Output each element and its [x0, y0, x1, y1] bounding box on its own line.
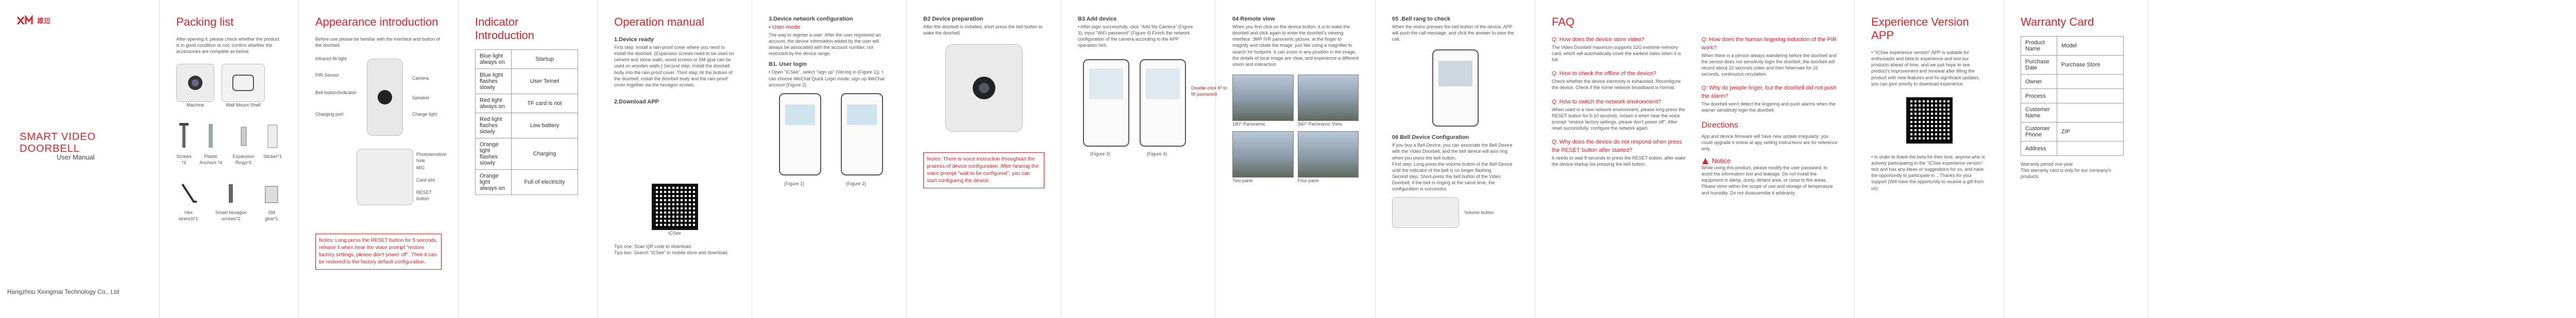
- indicator-meaning: Full of electricity: [512, 170, 578, 195]
- faq-question: Q: How does the device store video?: [1552, 37, 1645, 43]
- warranty-table: [2021, 36, 2124, 156]
- warranty-key: Product Name: [2021, 37, 2057, 56]
- indicator-title: Indicator Introduction: [475, 15, 534, 42]
- phone-figure-4: [1140, 59, 1186, 147]
- faq-panel: [1535, 0, 1855, 318]
- figure-1-caption: (Figure 1): [784, 181, 805, 186]
- faq-answer: When used in a new network environment, please long-press the RESET button for 5-10 seconds, loosen it when hear the voice prompt "restore factory settings, please don't power off". After reset successfully, configure the network again.: [1552, 107, 1685, 131]
- notice-text: While using this product, please modify the user password, to avoid the information lost and leakage. Do not install the equipment in damp, dusty, dirtiest area, or close to fire areas. Please store within the scope of use and storage of temperature and humidity. Do not disassemble it arbitrarily.: [1701, 165, 1833, 196]
- faq-item: [1702, 84, 1838, 113]
- item-label: Expansion Rings*4: [232, 153, 255, 165]
- faq-item: [1552, 70, 1688, 91]
- cover-title: SMART VIDEO DOORBELL: [20, 131, 96, 154]
- doorbell-image: [945, 44, 1023, 132]
- indicator-state: Red light always on: [476, 94, 512, 113]
- indicator-meaning: TF card is not: [512, 94, 578, 113]
- directions-text: App and device firmware will have new update irregularly; you could upgrade it online at app setting instructions are for reference only.: [1701, 133, 1838, 151]
- warranty-title: Warranty Card: [2021, 15, 2094, 28]
- experience-text-1: • "iCSee experience version" APP is suitable for enthusiasts and beta to experience and test our products ahead of time, and we just hope to see product's improvement and renewal after filling the product with new features and fix significant updates, you can give priority to download experience.: [1871, 50, 1980, 86]
- device-ready-text: First step: Install a rain-proof cover where you need to install the doorbell. (Expansion screws need to be used on cement and stone walls, wood screws or SM glue can be used on wooden walls.) Second step: Install the doorbell body into the rain-proof cover. Third step: At the bottom of the doorbell, install the doorbell body and the rain-proof cover together via the hexagon screws.: [614, 44, 734, 87]
- user-login-text: • Open "iCSee", select "sign up" (Ver.log in (Figure 1)), • can choose WeChat Quick Login mode, sign up WeChat account (Figure 2): [769, 69, 885, 87]
- brand-text: 雄迈: [37, 17, 51, 25]
- bell-text: When the visitor presses the bell button of the device, APP will push the call message, and click the answer to view the call.: [1392, 24, 1514, 42]
- indicator-meaning: Startup: [512, 50, 578, 69]
- faq-answer: Check whether the device electricity is exhausted. Reconfigure the device. Check if the home network broadband is normal.: [1552, 79, 1681, 91]
- warranty-key: Customer Name: [2021, 103, 2057, 122]
- company-name: Hangzhou Xiongmai Technology Co., Ltd: [7, 288, 120, 295]
- operation-panel: [598, 0, 752, 318]
- adddevice-text: • After login successfully, click "Add My Camera" (Figure 3), input "WiFi password" (Figure 4) Finish the network configuration of the camera according to the APP operation hint.: [1078, 24, 1193, 48]
- faq-question: Q: How to check the offline of the device?: [1552, 70, 1656, 77]
- item-label: SM glue*1: [265, 209, 278, 221]
- faq-item: [1552, 36, 1688, 63]
- faq-item: [1552, 98, 1688, 132]
- packing-panel: [160, 0, 299, 318]
- appearance-intro: Before use please be familiar with the interface and button of the doorbell.: [315, 37, 440, 48]
- camera-lens-icon: [375, 87, 395, 108]
- indicator-row: [476, 170, 578, 195]
- warranty-row: [2021, 56, 2124, 75]
- indicator-state: Blue light flashes slowly: [476, 69, 512, 94]
- phone-figure-3: [1083, 59, 1129, 147]
- experience-qr-code[interactable]: [1906, 97, 1953, 144]
- indicator-row: [476, 138, 578, 170]
- phone-figure-2: [841, 93, 883, 175]
- remote-text: When you first click on the device button, it is to wake the doorbell and click again to enter the doorbell's viewing interface. 3MP IVR panoramic picture, at the finger to magnify and rotate the image, just like using a magnifier to search for footprint. It can zoom in any position in the image, the details of local image are clear, and experience a different vision and interaction.: [1232, 24, 1359, 67]
- faq-answer: The Video Doorbell maximum supports 32G extreme memory card, which will automatically cover the earliest video when it is full.: [1552, 44, 1681, 63]
- faq-answer: The doorbell won't detect the lingering and push alarms when the warner sensitivity login the doorbell.: [1701, 101, 1836, 113]
- faq-column-1: [1552, 36, 1688, 196]
- tip-two: Tips two: Search "iCSee" in mobile store and download.: [614, 250, 729, 256]
- warranty-row: [2021, 37, 2124, 56]
- figure-2-caption: (Figure 2): [846, 181, 867, 186]
- bell-panel: [1376, 0, 1535, 318]
- brand-logo: [16, 15, 143, 25]
- warranty-key: Process: [2021, 89, 2057, 103]
- experience-panel: [1855, 0, 2004, 318]
- faq-title: FAQ: [1552, 15, 1575, 28]
- warranty-value[interactable]: ZIP: [2057, 122, 2124, 142]
- directions-title: Directions: [1701, 120, 1738, 130]
- ip-callout: Double-click IP to fill password: [1191, 85, 1227, 97]
- voice-note: Notes: There is voice instruction throughout the process of device configuration. After hearing the voice prompt "wait to be configured", you can start configuring the device.: [923, 152, 1044, 188]
- faq-answer: When there is a person always wandering before the doorbell and the sensor does not sensitivity login the doorbell, the doorbell will record about 10 seconds video and then hibernate for 10 seconds, continuous circulation.: [1701, 52, 1837, 77]
- label-camera: Camera: [412, 76, 429, 81]
- faq-question: Q: Why does the device do not respond when press the RESET button after started?: [1552, 139, 1682, 154]
- warranty-row: [2021, 122, 2124, 142]
- phone-figure-1: [779, 93, 821, 175]
- bell-button-icon: [969, 73, 999, 103]
- adddevice-title: B3 Add device: [1078, 16, 1117, 22]
- appearance-title: Appearance introduction: [315, 15, 438, 28]
- blank-area: [2148, 0, 2576, 318]
- faq-question: Q: How does the human lingering induction of the PIR work?: [1701, 37, 1837, 51]
- figure-4-caption: (Figure 4): [1147, 151, 1167, 156]
- faq-column-2: [1702, 36, 1838, 196]
- warranty-value[interactable]: Model: [2057, 37, 2124, 56]
- indicator-panel: [459, 0, 598, 318]
- cap-180: 180° Panoramic: [1232, 121, 1266, 127]
- label-reset: RESET button: [416, 190, 432, 202]
- label-charging-port: Charging port: [315, 112, 344, 117]
- label-infrared: Infrared fill light: [315, 56, 347, 62]
- indicator-state: Orange light flashes slowly: [476, 138, 512, 170]
- label-charge-light: Charge light: [412, 112, 437, 117]
- cap-two-pane: Two-pane: [1232, 178, 1253, 184]
- doorbell-bottom-image: [357, 149, 413, 205]
- indicator-meaning: User TeInet: [512, 69, 578, 94]
- sm-glue-icon: [261, 181, 282, 207]
- bell-config-title: 06 Bell Device Configuration: [1392, 134, 1469, 141]
- warranty-panel: [2004, 0, 2148, 318]
- label-speaker: Speaker: [412, 95, 430, 101]
- bell-config-text-3: Second step: Short-press the bell button of the Video Doorbell, if the bell is ringing at the same time, the configuration is successful.: [1392, 174, 1501, 192]
- warranty-value[interactable]: [2057, 142, 2124, 156]
- remote-title: 04 Remote view: [1232, 16, 1275, 22]
- warning-icon: [1702, 157, 1709, 165]
- indicator-row: [476, 94, 578, 113]
- experience-title: Experience Version APP: [1871, 15, 1969, 42]
- xm-logo-icon: [16, 16, 34, 25]
- bell-config-text-1: If you buy a Bell Device, you can associate the Bell Device with the Video Doorbell, and the bell device will also ring when you press the bell button.: [1392, 143, 1513, 161]
- warranty-key: Purchase Date: [2021, 56, 2057, 75]
- doorbell-front-image: [367, 59, 403, 136]
- expansion-ring-icon: [236, 122, 251, 151]
- volume-button-label: Volume button: [1464, 210, 1494, 216]
- item-label: Sticker*1: [263, 153, 282, 159]
- item-label: Hex wrench*1: [179, 209, 198, 221]
- indicator-state: Orange light always on: [476, 170, 512, 195]
- indicator-meaning: Charging: [512, 138, 578, 170]
- network-panel: [752, 0, 907, 318]
- screw-icon: [176, 122, 192, 151]
- warranty-footer-2: This warranty card is only for our company's products.: [2021, 168, 2111, 180]
- packing-intro: After opening it, please check whether the product is in good condition or not, confirm whether the accessories are complete as below.: [176, 37, 280, 55]
- phone-call-screen: [1432, 49, 1479, 127]
- figure-3-caption: (Figure 3): [1090, 151, 1111, 156]
- appearance-panel: [299, 0, 459, 318]
- label-photosensitive: Photosensitive hole: [416, 152, 447, 164]
- indicator-state: Blue light always on: [476, 50, 512, 69]
- warranty-value[interactable]: [2057, 103, 2124, 122]
- app-qr-code[interactable]: [652, 184, 698, 230]
- cap-four-pane: Four-pane: [1297, 178, 1319, 184]
- label-bell-button: Bell button/Indicator: [315, 90, 357, 96]
- device-ready-title: 1.Device ready: [614, 37, 654, 43]
- label-pir: PIR Sensor: [315, 73, 340, 78]
- notice-title: Notice: [1711, 157, 1731, 165]
- bell-config-text-2: First step: Long-press the volume button of the Bell Device until the indicator of the bell is no longer flashing.: [1392, 161, 1513, 173]
- operation-title: Operation manual: [614, 15, 704, 28]
- indicator-table: [475, 49, 578, 195]
- wall-mount-image: [222, 64, 265, 102]
- warranty-key: Address: [2021, 142, 2057, 156]
- indicator-row: [476, 113, 578, 138]
- cover-subtitle: User Manual: [57, 153, 95, 161]
- item-label: Plastic Anchors *4: [199, 153, 223, 165]
- user-mode-text: The way to register a user: After the user registered an account, the device information added by the user will always be associated with the account number, not restricted by the device range.: [769, 32, 881, 57]
- cap-360: 360° Panoramic View: [1297, 121, 1342, 127]
- faq-answer: It needs to wait 8 seconds to press the RESET button, after wake the device startup via pressing the bell button.: [1552, 155, 1686, 167]
- warranty-value[interactable]: Purchase Store: [2057, 56, 2124, 75]
- warranty-key: Owner: [2021, 75, 2057, 89]
- item-label: Smart hexagon screws*2: [215, 209, 247, 221]
- item-label: Wall Mount Shell: [226, 102, 261, 108]
- indicator-state: Red light flashes slowly: [476, 113, 512, 138]
- faq-item: [1702, 36, 1838, 77]
- warranty-footer-1: Warranty period one year.: [2021, 162, 2074, 167]
- faq-question: Q: Why do people linger, but the doorbell did not push the alarm?: [1701, 85, 1837, 100]
- warranty-key: Customer Phone: [2021, 122, 2057, 142]
- bell-device-image: [1392, 197, 1459, 228]
- item-label: Machine: [186, 102, 205, 108]
- cover-panel: [0, 0, 160, 318]
- hex-wrench-icon: [178, 181, 199, 207]
- preparation-panel: [907, 0, 1061, 318]
- warranty-row: [2021, 103, 2124, 122]
- faq-question: Q: How to switch the network environment?: [1552, 98, 1662, 105]
- user-mode-title: • User-mode: [769, 24, 801, 30]
- adddevice-panel: [1061, 0, 1227, 318]
- two-pane-photo: [1232, 131, 1294, 178]
- item-label: Screws *4: [176, 153, 192, 165]
- warranty-row: [2021, 75, 2124, 89]
- view-360-photo: [1298, 75, 1359, 121]
- warranty-row: [2021, 89, 2124, 103]
- experience-text-2: • In order to thank the beta for their love, anyone who is actively participating in the "iCSee experience version" test and has any ideas or suggestions for us, and have the opportunity to participate in ...Thanks for your support (Will have the opportunity to receive a gift from us).: [1871, 154, 1985, 191]
- download-title: 2.Download APP: [614, 98, 659, 105]
- warranty-row: [2021, 142, 2124, 156]
- four-pane-photo: [1298, 131, 1359, 178]
- tip-one: Tips one: Scan QR code to download.: [614, 244, 692, 249]
- packing-title: Packing list: [176, 15, 234, 28]
- app-name: iCSee: [668, 230, 681, 236]
- indicator-row: [476, 69, 578, 94]
- warranty-value[interactable]: [2057, 89, 2124, 103]
- remote-panel: [1216, 0, 1376, 318]
- anchor-icon: [203, 122, 218, 151]
- camera-icon: [185, 73, 206, 93]
- warranty-value[interactable]: [2057, 75, 2124, 89]
- sticker-icon: [266, 122, 279, 151]
- bell-title: 05 .Bell rang to check: [1392, 16, 1451, 22]
- faq-item: [1552, 138, 1688, 167]
- network-title: 3.Device network configuration: [769, 16, 853, 22]
- panoramic-photo: [1232, 75, 1294, 121]
- preparation-text: After the doorbell is installed, short press the bell button to wake the doorbell.: [923, 24, 1043, 36]
- mount-icon: [230, 73, 256, 93]
- label-card-slot: Card slot: [416, 178, 435, 183]
- indicator-row: [476, 50, 578, 69]
- label-mic: MIC: [416, 165, 425, 171]
- hex-screw-icon: [221, 181, 241, 207]
- machine-image: [176, 64, 214, 102]
- preparation-title: B2 Device preparation: [923, 16, 984, 22]
- user-login-title: B1. User login: [769, 61, 807, 68]
- reset-note: Notes: Long press the RESET button for 5 seconds, release it when hear the voice prompt "restore factory settings, please don't power off". Then it can be restored to the factory default configuration.: [315, 234, 442, 270]
- indicator-meaning: Low battery: [512, 113, 578, 138]
